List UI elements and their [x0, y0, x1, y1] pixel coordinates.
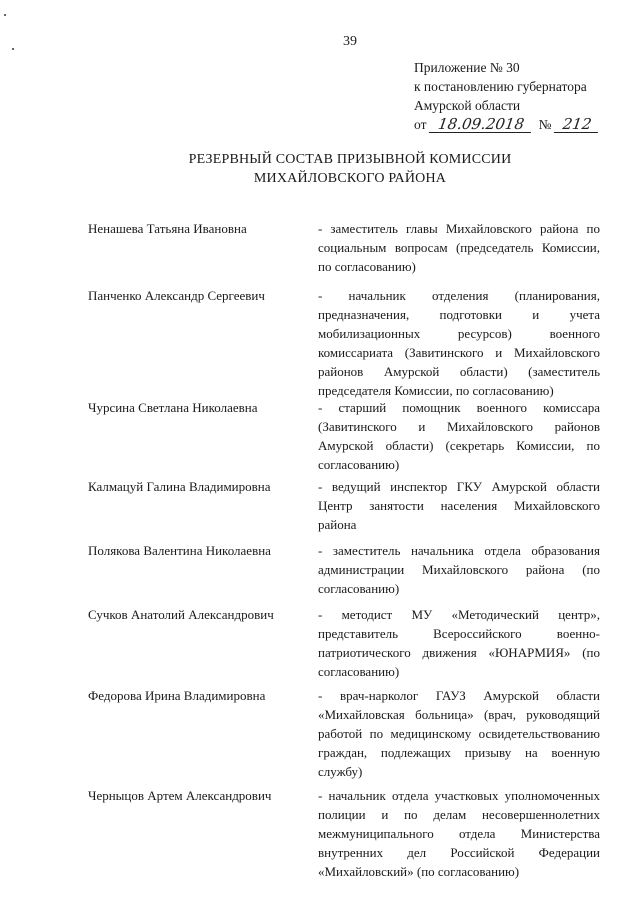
annex-line-3: Амурской области [414, 98, 521, 113]
member-name: Черныцов Артем Александрович [88, 788, 272, 803]
scan-speck [12, 48, 14, 50]
member-name: Калмацуй Галина Владимировна [88, 479, 271, 494]
member-name: Сучков Анатолий Александрович [88, 607, 274, 622]
member-role: - врач-нарколог ГАУЗ Амурской области «Михайловская больница» (врач, руководящий работой по медицинскому освидетельствованию граждан, подлежащих призыву на военную службу) [318, 688, 600, 779]
annex-line-1: Приложение № 30 [414, 60, 520, 75]
handwritten-number: 212 [554, 117, 600, 133]
number-sign: № [538, 117, 552, 132]
member-role: - старший помощник военного комиссара (Завитинского и Михайловского районов Амурской области) (секретарь Комиссии, по согласованию) [318, 400, 600, 472]
page-number: 39 [343, 34, 357, 49]
handwritten-date: 18.09.2018 [429, 117, 533, 133]
title-line-2: МИХАЙЛОВСКОГО РАЙОНА [253, 171, 447, 186]
member-name: Чурсина Светлана Николаевна [88, 400, 258, 415]
member-role: - методист МУ «Методический центр», представитель Всероссийского военно-патриотического движения «ЮНАРМИЯ» (по согласованию) [318, 607, 600, 679]
annex-line-2: к постановлению губернатора [414, 79, 587, 94]
member-name: Полякова Валентина Николаевна [88, 543, 271, 558]
member-name: Панченко Александр Сергеевич [88, 288, 265, 303]
member-role: - заместитель начальника отдела образования администрации Михайловского района (по согласованию) [318, 543, 600, 596]
title-line-1: РЕЗЕРВНЫЙ СОСТАВ ПРИЗЫВНОЙ КОМИССИИ [188, 152, 512, 167]
member-role: - заместитель главы Михайловского района по социальным вопросам (председатель Комиссии, по согласованию) [318, 221, 600, 274]
scan-speck [4, 14, 6, 16]
date-prefix: от [414, 117, 427, 132]
member-name: Федорова Ирина Владимировна [88, 688, 266, 703]
member-role: - начальник отдела участковых уполномоченных полиции и по делам несовершеннолетних межмуниципального отдела Министерства внутренних дел Российской Федерации «Михайловский» (по согласованию) [318, 788, 600, 879]
member-role: - начальник отделения (планирования, предназначения, подготовки и учета мобилизационных ресурсов) военного комиссариата (Завитинского и Михайловского районов Амурской области) (заместитель председателя Комиссии, по согласованию) [318, 288, 600, 398]
member-role: - ведущий инспектор ГКУ Амурской области Центр занятости населения Михайловского района [318, 479, 600, 532]
member-name: Ненашева Татьяна Ивановна [88, 221, 247, 236]
